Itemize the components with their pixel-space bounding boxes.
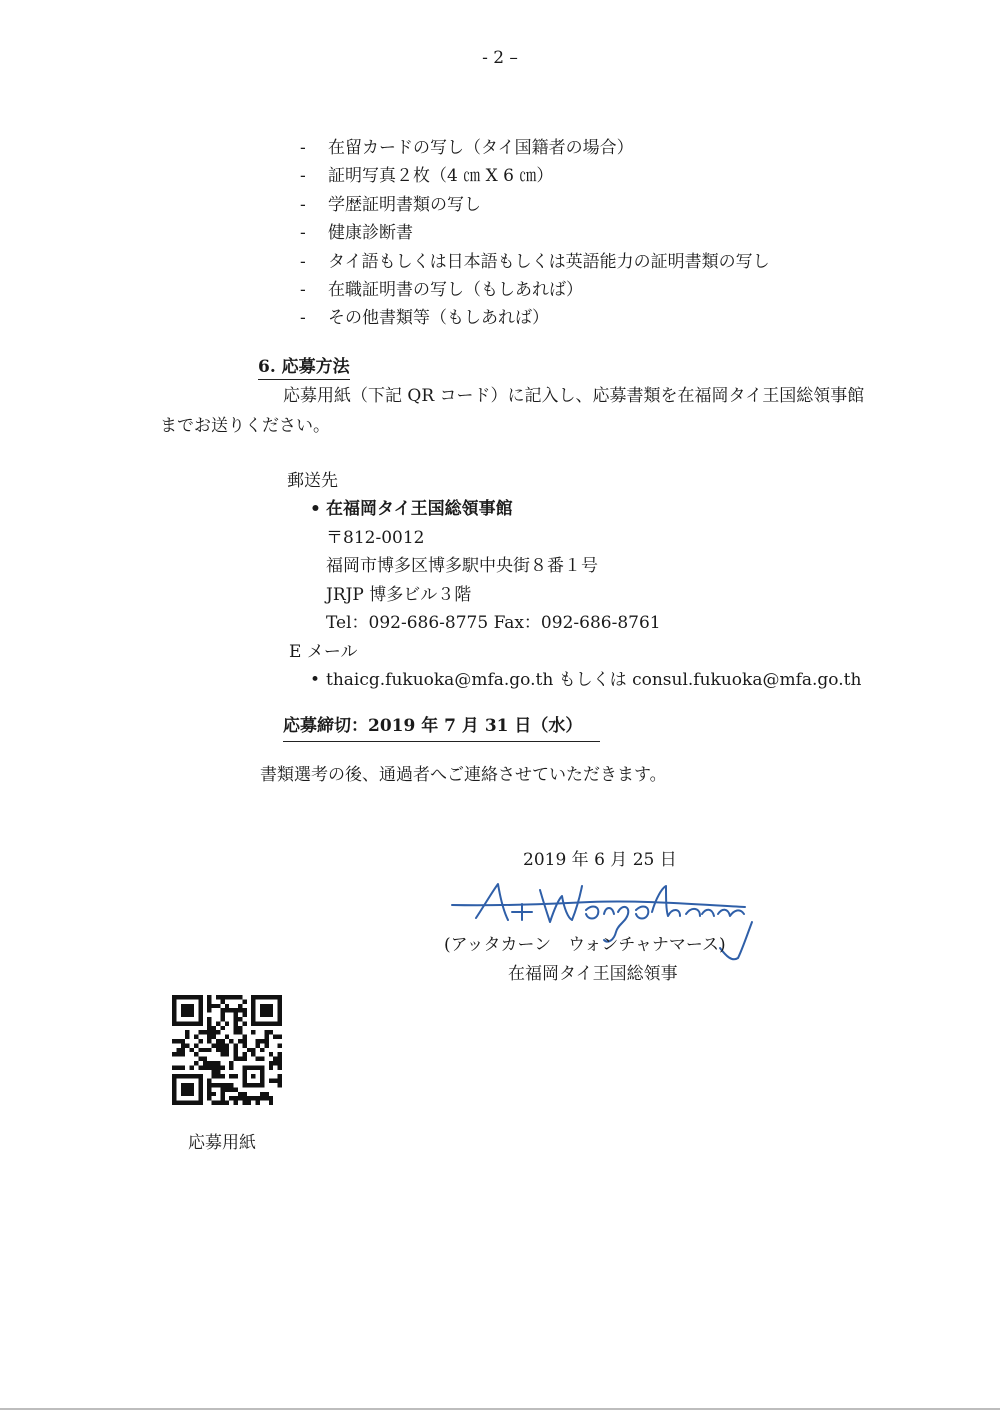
required-documents-list (300, 134, 770, 333)
postal-code: 〒812-0012 (326, 528, 425, 548)
signatory-title: 在福岡タイ王国総領事 (508, 964, 678, 984)
list-item: - 健康診断書 (300, 223, 413, 244)
list-item: - 学歴証明書類の写し (300, 194, 481, 215)
consulate-name: • 在福岡タイ王国総領事館 (310, 499, 513, 519)
list-item: - 在留カードの写し（タイ国籍者の場合） (300, 138, 634, 158)
address-line-1: 福岡市博多区博多駅中央街８番１号 (326, 556, 598, 576)
address-line-2: JRJP 博多ビル３階 (326, 585, 472, 605)
list-item: - 証明写真２枚（4 ㎝ X 6 ㎝） (300, 166, 554, 187)
mailing-label: 郵送先 (287, 471, 338, 491)
application-deadline: 応募締切：2019 年 7 月 31 日（水） (283, 714, 600, 742)
section-title-application-method: 6. 応募方法 (258, 356, 350, 380)
email-addresses: • thaicg.fukuoka@mfa.go.th もしくは consul.fukuoka@mfa.go.th (310, 670, 862, 690)
list-item: - 在職証明書の写し（もしあれば） (300, 279, 583, 300)
application-method-line-1: 応募用紙（下記 QR コード）に記入し、応募書類を在福岡タイ王国総領事館 (283, 386, 865, 406)
qr-caption: 応募用紙 (188, 1133, 256, 1153)
application-method-line-2: までお送りください。 (160, 416, 330, 436)
page-bottom-edge (0, 1408, 1000, 1410)
selection-notice: 書類選考の後、通過者へご連絡させていただきます。 (260, 765, 667, 785)
list-item: - その他書類等（もしあれば） (300, 308, 549, 329)
issue-date: 2019 年 6 月 25 日 (523, 850, 677, 870)
bullet-icon: • (310, 670, 321, 690)
list-item: - タイ語もしくは日本語もしくは英語能力の証明書類の写し (300, 251, 770, 272)
qr-code[interactable] (172, 995, 282, 1105)
page-number: - 2 – (482, 48, 518, 68)
signatory-name: (アッタカーン ウォンチャナマース) (444, 935, 726, 955)
phone-fax: Tel：092-686-8775 Fax：092-686-8761 (326, 613, 661, 633)
bullet-icon: • (310, 499, 321, 519)
email-label: E メール (289, 642, 358, 662)
